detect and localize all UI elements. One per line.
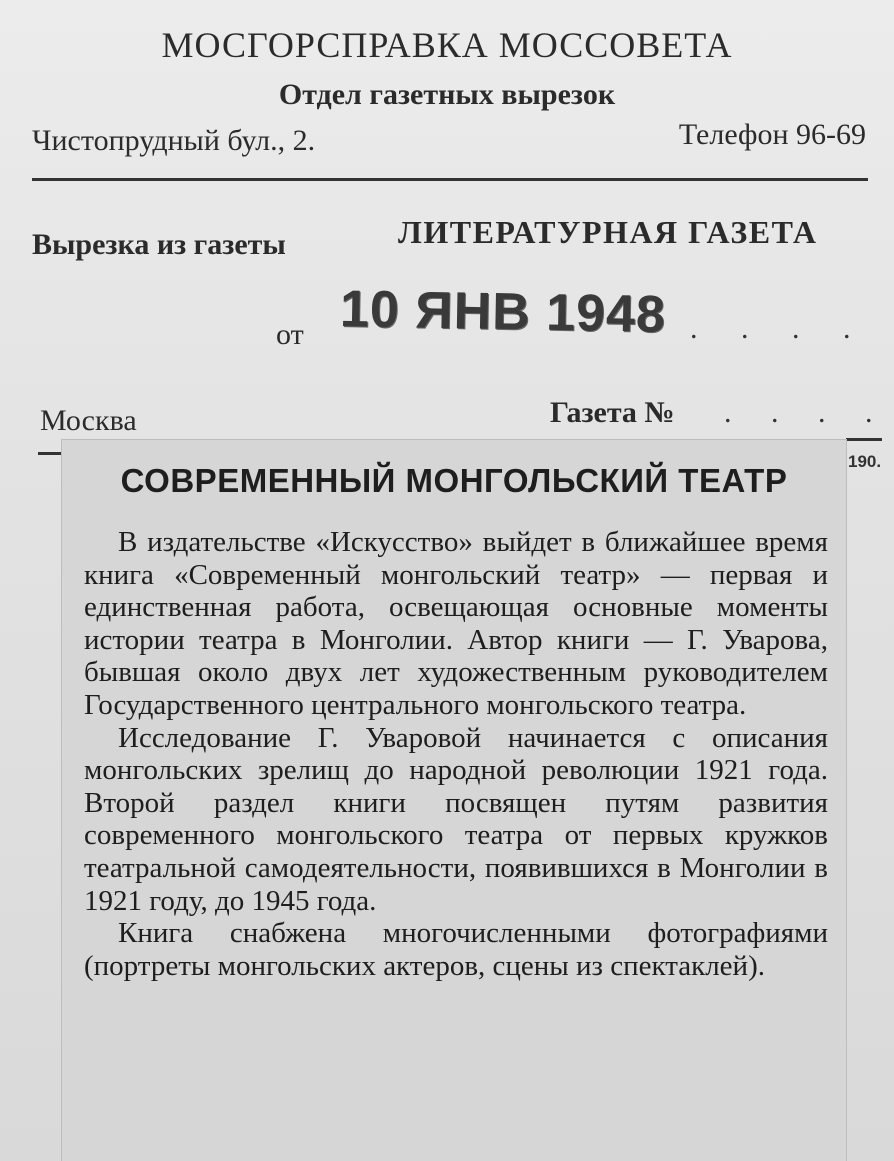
article-paragraph-1: В издательстве «Искусство» выйдет в ближайшее время книга «Современный монгольский театр» — первая и единственная работа, освещающая основные моменты истории театра в Монголии. Автор книги — Г. Уварова, бывшая около двух лет художественным руководителем Государственного центрального монгольского театра. [84, 526, 828, 721]
cutting-label: Вырезка из газеты [32, 228, 286, 261]
gazette-number-label: Газета № [550, 396, 675, 429]
department-title: Отдел газетных вырезок [278, 78, 616, 111]
article-paragraph-2: Исследование Г. Уваровой начинается с описания монгольских зрелищ до народной революции 1921 года. Второй раздел книги посвящен путям развития современного монгольского театра от первых кружков театральной самодеятельности, появившихся в Монголии в 1921 году, до 1945 года. [84, 721, 828, 917]
address-text: Чистопрудный бул., 2. [32, 124, 316, 157]
right-divider [846, 438, 882, 441]
newspaper-name: ЛИТЕРАТУРНАЯ ГАЗЕТА [398, 214, 818, 250]
header-divider [32, 178, 868, 181]
article-headline: СОВРЕМЕННЫЙ МОНГОЛЬСКИЙ ТЕАТР [120, 462, 788, 499]
article-paragraph-3: Книга снабжена многочисленными фотографиями (портреты монгольских актеров, сцены из спектаклей). [84, 917, 828, 982]
city-label: Москва [40, 404, 137, 437]
newspaper-clipping [62, 440, 846, 1161]
date-dots: . . . . [690, 312, 869, 345]
form-fragment-text: 190. [848, 452, 882, 471]
article-body [84, 526, 828, 982]
date-from-label: от [276, 318, 304, 351]
date-stamp: 10 ЯНВ 1948 [339, 280, 667, 344]
gazette-number-dots: . . . . [724, 396, 889, 429]
organization-title: МОСГОРСПРАВКА МОССОВЕТА [161, 25, 733, 65]
phone-text: Телефон 96-69 [678, 118, 866, 151]
